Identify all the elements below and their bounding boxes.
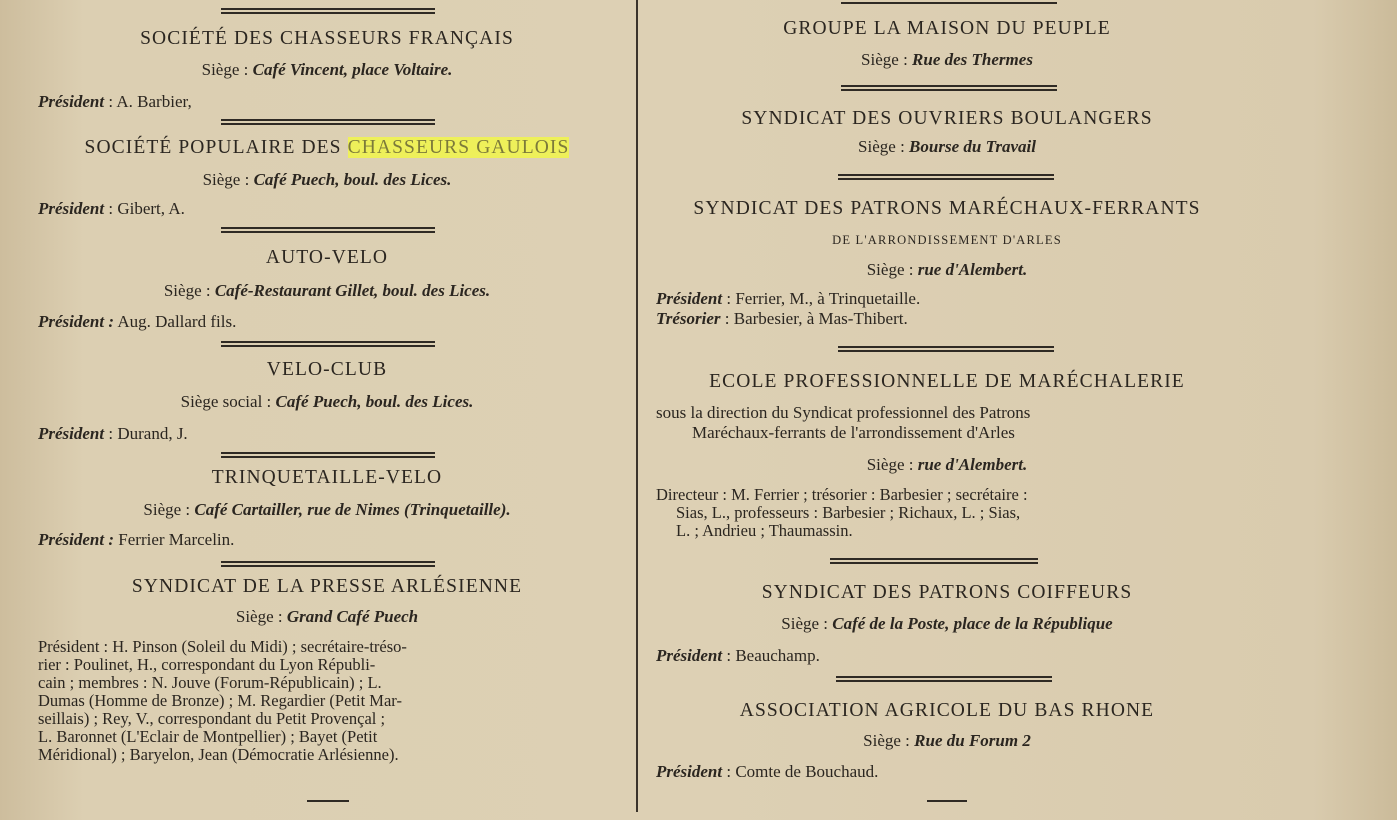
paragraph-line: Directeur : M. Ferrier ; trésorier : Barbesier ; secrétaire : (656, 485, 1028, 504)
paragraph-line: Méridional) ; Baryelon, Jean (Démocratie Arlésienne). (38, 745, 399, 764)
paragraph-line: seillais) ; Rey, V., correspondant du Petit Provençal ; (38, 709, 386, 728)
section-separator (841, 0, 1057, 4)
president-value: Aug. Dallard fils. (117, 312, 237, 331)
president-label: Président (656, 646, 723, 665)
section-title: SYNDICAT DES PATRONS MARÉCHAUX-FERRANTS (693, 198, 1201, 219)
siege-line (18, 500, 636, 520)
siege-line (640, 455, 1254, 475)
siege-line (18, 392, 636, 412)
tresorier-label: Trésorier (656, 309, 721, 328)
president-line (38, 530, 234, 550)
siege-label: Siège : (858, 137, 905, 156)
siege-label: Siège : (143, 500, 191, 519)
section-title: SYNDICAT DE LA PRESSE ARLÉSIENNE (131, 576, 523, 597)
paragraph-line: Président : H. Pinson (Soleil du Midi) ; secrétaire-tréso- (38, 637, 407, 656)
siege-value: Bourse du Travail (909, 137, 1036, 156)
paragraph-line: L. Baronnet (L'Eclair de Montpellier) ; Bayet (Petit (38, 727, 378, 746)
section-separator (221, 227, 435, 233)
direction-line: Maréchaux-ferrants de l'arrondissement d'Arles (692, 423, 1015, 442)
title-text: SOCIÉTÉ POPULAIRE DES (84, 137, 342, 158)
president-line (38, 424, 188, 444)
president-value: : Gibert, A. (108, 199, 185, 218)
siege-value: Café-Restaurant Gillet, boul. des Lices. (214, 281, 491, 300)
section-title (18, 137, 636, 159)
president-value: : A. Barbier, (108, 92, 192, 111)
paragraph-line: rier : Poulinet, H., correspondant du Lyon Républi- (38, 655, 376, 674)
president-label: Président (38, 199, 105, 218)
siege-label: Siège : (866, 260, 914, 279)
siege-label: Siège : (201, 60, 249, 79)
end-rule (927, 800, 967, 802)
siege-label: Siège : (781, 614, 829, 633)
president-line (656, 762, 878, 782)
section-title: ECOLE PROFESSIONNELLE DE MARÉCHALERIE (709, 371, 1185, 392)
section-separator (221, 8, 435, 14)
siege-value: Rue du Forum 2 (914, 731, 1031, 750)
president-label: Président : (38, 530, 115, 549)
president-label: Président (38, 92, 105, 111)
section-title: TRINQUETAILLE-VELO (211, 467, 443, 488)
paragraph-line: Dumas (Homme de Bronze) ; M. Regardier (Petit Mar- (38, 691, 402, 710)
section-title: VELO-CLUB (266, 359, 388, 380)
section-title: AUTO-VELO (265, 247, 389, 268)
section-separator (221, 119, 435, 125)
president-value: : Ferrier, M., à Trinquetaille. (726, 289, 921, 308)
section-separator (841, 85, 1057, 91)
siege-line (640, 137, 1254, 157)
president-value: : Beauchamp. (726, 646, 820, 665)
siege-value: Café Puech, boul. des Lices. (253, 170, 452, 189)
section-separator (838, 174, 1054, 180)
siege-value: Café Cartailler, rue de Nimes (Trinquetaille). (194, 500, 511, 519)
president-label: Président (656, 762, 723, 781)
section-separator (221, 561, 435, 567)
president-value: Ferrier Marcelin. (118, 530, 235, 549)
president-label: Président (656, 289, 723, 308)
paragraph-line: Sias, L., professeurs : Barbesier ; Richaux, L. ; Sias, (676, 503, 1021, 522)
paragraph-line: cain ; membres : N. Jouve (Forum-Républicain) ; L. (38, 673, 382, 692)
siege-line (18, 281, 636, 301)
section-separator (836, 676, 1052, 682)
section-title: SOCIÉTÉ DES CHASSEURS FRANÇAIS (140, 28, 514, 49)
siege-value: rue d'Alembert. (917, 455, 1028, 474)
siege-value: rue d'Alembert. (917, 260, 1028, 279)
paragraph-line: L. ; Andrieu ; Thaumassin. (676, 521, 853, 540)
president-line (38, 92, 192, 112)
section-title: SYNDICAT DES OUVRIERS BOULANGERS (741, 108, 1153, 129)
siege-line (18, 60, 636, 80)
president-line (656, 646, 820, 666)
siege-value: Rue des Thermes (912, 50, 1033, 69)
president-line (38, 312, 236, 332)
tresorier-value: : Barbesier, à Mas-Thibert. (724, 309, 908, 328)
direction-line: sous la direction du Syndicat professionnel des Patrons (656, 403, 1031, 422)
section-separator (838, 346, 1054, 352)
siege-line (640, 50, 1254, 70)
siege-line (640, 614, 1254, 634)
siege-label: Siège : (861, 50, 908, 69)
siege-value: Café Puech, boul. des Lices. (275, 392, 474, 411)
siege-line (18, 607, 636, 627)
president-value: : Durand, J. (108, 424, 188, 443)
siege-label: Siège : (202, 170, 250, 189)
section-separator (221, 452, 435, 458)
siege-line (18, 170, 636, 190)
siege-label: Siège social : (180, 392, 272, 411)
end-rule (307, 800, 349, 802)
section-separator (221, 341, 435, 347)
siege-label: Siège : (163, 281, 211, 300)
staff-paragraph (656, 486, 1236, 540)
highlighted-text: CHASSEURS GAULOIS (347, 137, 570, 158)
siege-label: Siège : (866, 455, 914, 474)
section-subtitle: DE L'ARRONDISSEMENT D'ARLES (832, 233, 1062, 247)
president-value: : Comte de Bouchaud. (726, 762, 879, 781)
siege-line (640, 731, 1254, 751)
members-paragraph (38, 638, 618, 764)
column-divider (636, 0, 638, 812)
tresorier-line (656, 310, 908, 328)
section-separator (830, 558, 1038, 564)
section-title: ASSOCIATION AGRICOLE DU BAS RHONE (739, 700, 1155, 721)
president-line (656, 290, 920, 308)
president-line (38, 199, 185, 219)
section-title: SYNDICAT DES PATRONS COIFFEURS (761, 582, 1133, 603)
siege-value: Café de la Poste, place de la République (832, 614, 1113, 633)
siege-line (640, 260, 1254, 280)
section-title: GROUPE LA MAISON DU PEUPLE (783, 18, 1111, 39)
siege-label: Siège : (863, 731, 910, 750)
president-label: Président : (38, 312, 115, 331)
siege-value: Café Vincent, place Voltaire. (252, 60, 453, 79)
president-label: Président (38, 424, 105, 443)
siege-label: Siège : (235, 607, 283, 626)
siege-value: Grand Café Puech (286, 607, 419, 626)
